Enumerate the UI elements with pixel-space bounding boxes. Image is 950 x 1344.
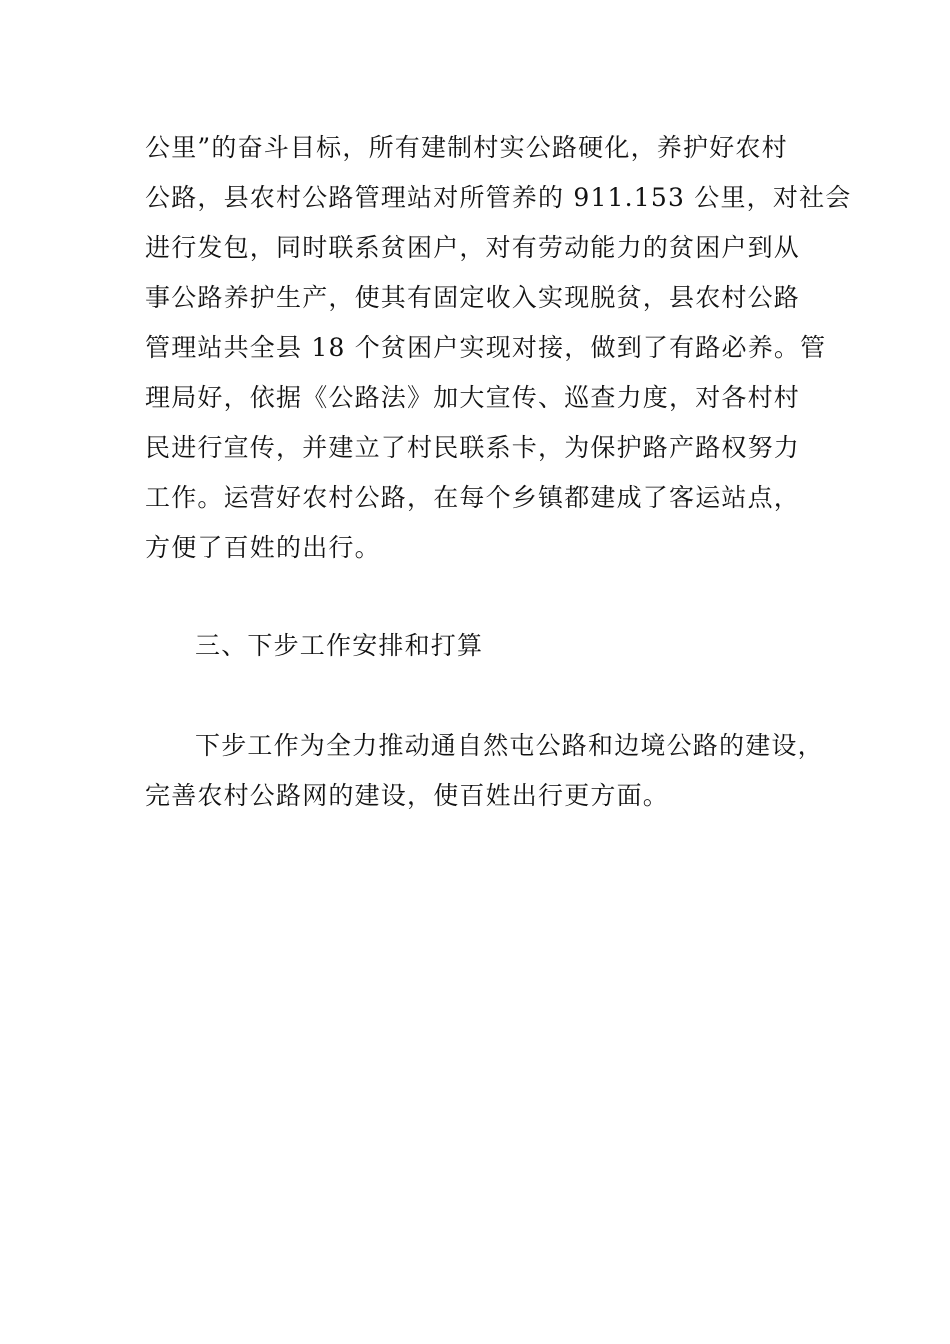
paragraph-line: 方便了百姓的出行。 [145,533,381,562]
paragraph-line: 进行发包，同时联系贫困户，对有劳动能力的贫困户到从 [145,233,801,262]
section-heading: 三、下步工作安排和打算 [195,631,484,660]
paragraph-line: 公路，县农村公路管理站对所管养的 911.153 公里，对社会 [145,183,852,212]
paragraph-line: 工作。运营好农村公路，在每个乡镇都建成了客运站点， [145,483,801,512]
paragraph-line: 理局好，依据《公路法》加大宣传、巡查力度，对各村村 [145,383,801,412]
paragraph-line: 管理站共全县 18 个贫困户实现对接，做到了有路必养。管 [145,333,827,362]
paragraph-line: 下步工作为全力推动通自然屯公路和边境公路的建设， [195,731,824,760]
paragraph-line: 公里”的奋斗目标，所有建制村实公路硬化，养护好农村 [145,133,788,162]
paragraph-line: 完善农村公路网的建设，使百姓出行更方面。 [145,781,670,810]
paragraph-line: 民进行宣传，并建立了村民联系卡，为保护路产路权努力 [145,433,801,462]
paragraph-line: 事公路养护生产，使其有固定收入实现脱贫，县农村公路 [145,283,801,312]
